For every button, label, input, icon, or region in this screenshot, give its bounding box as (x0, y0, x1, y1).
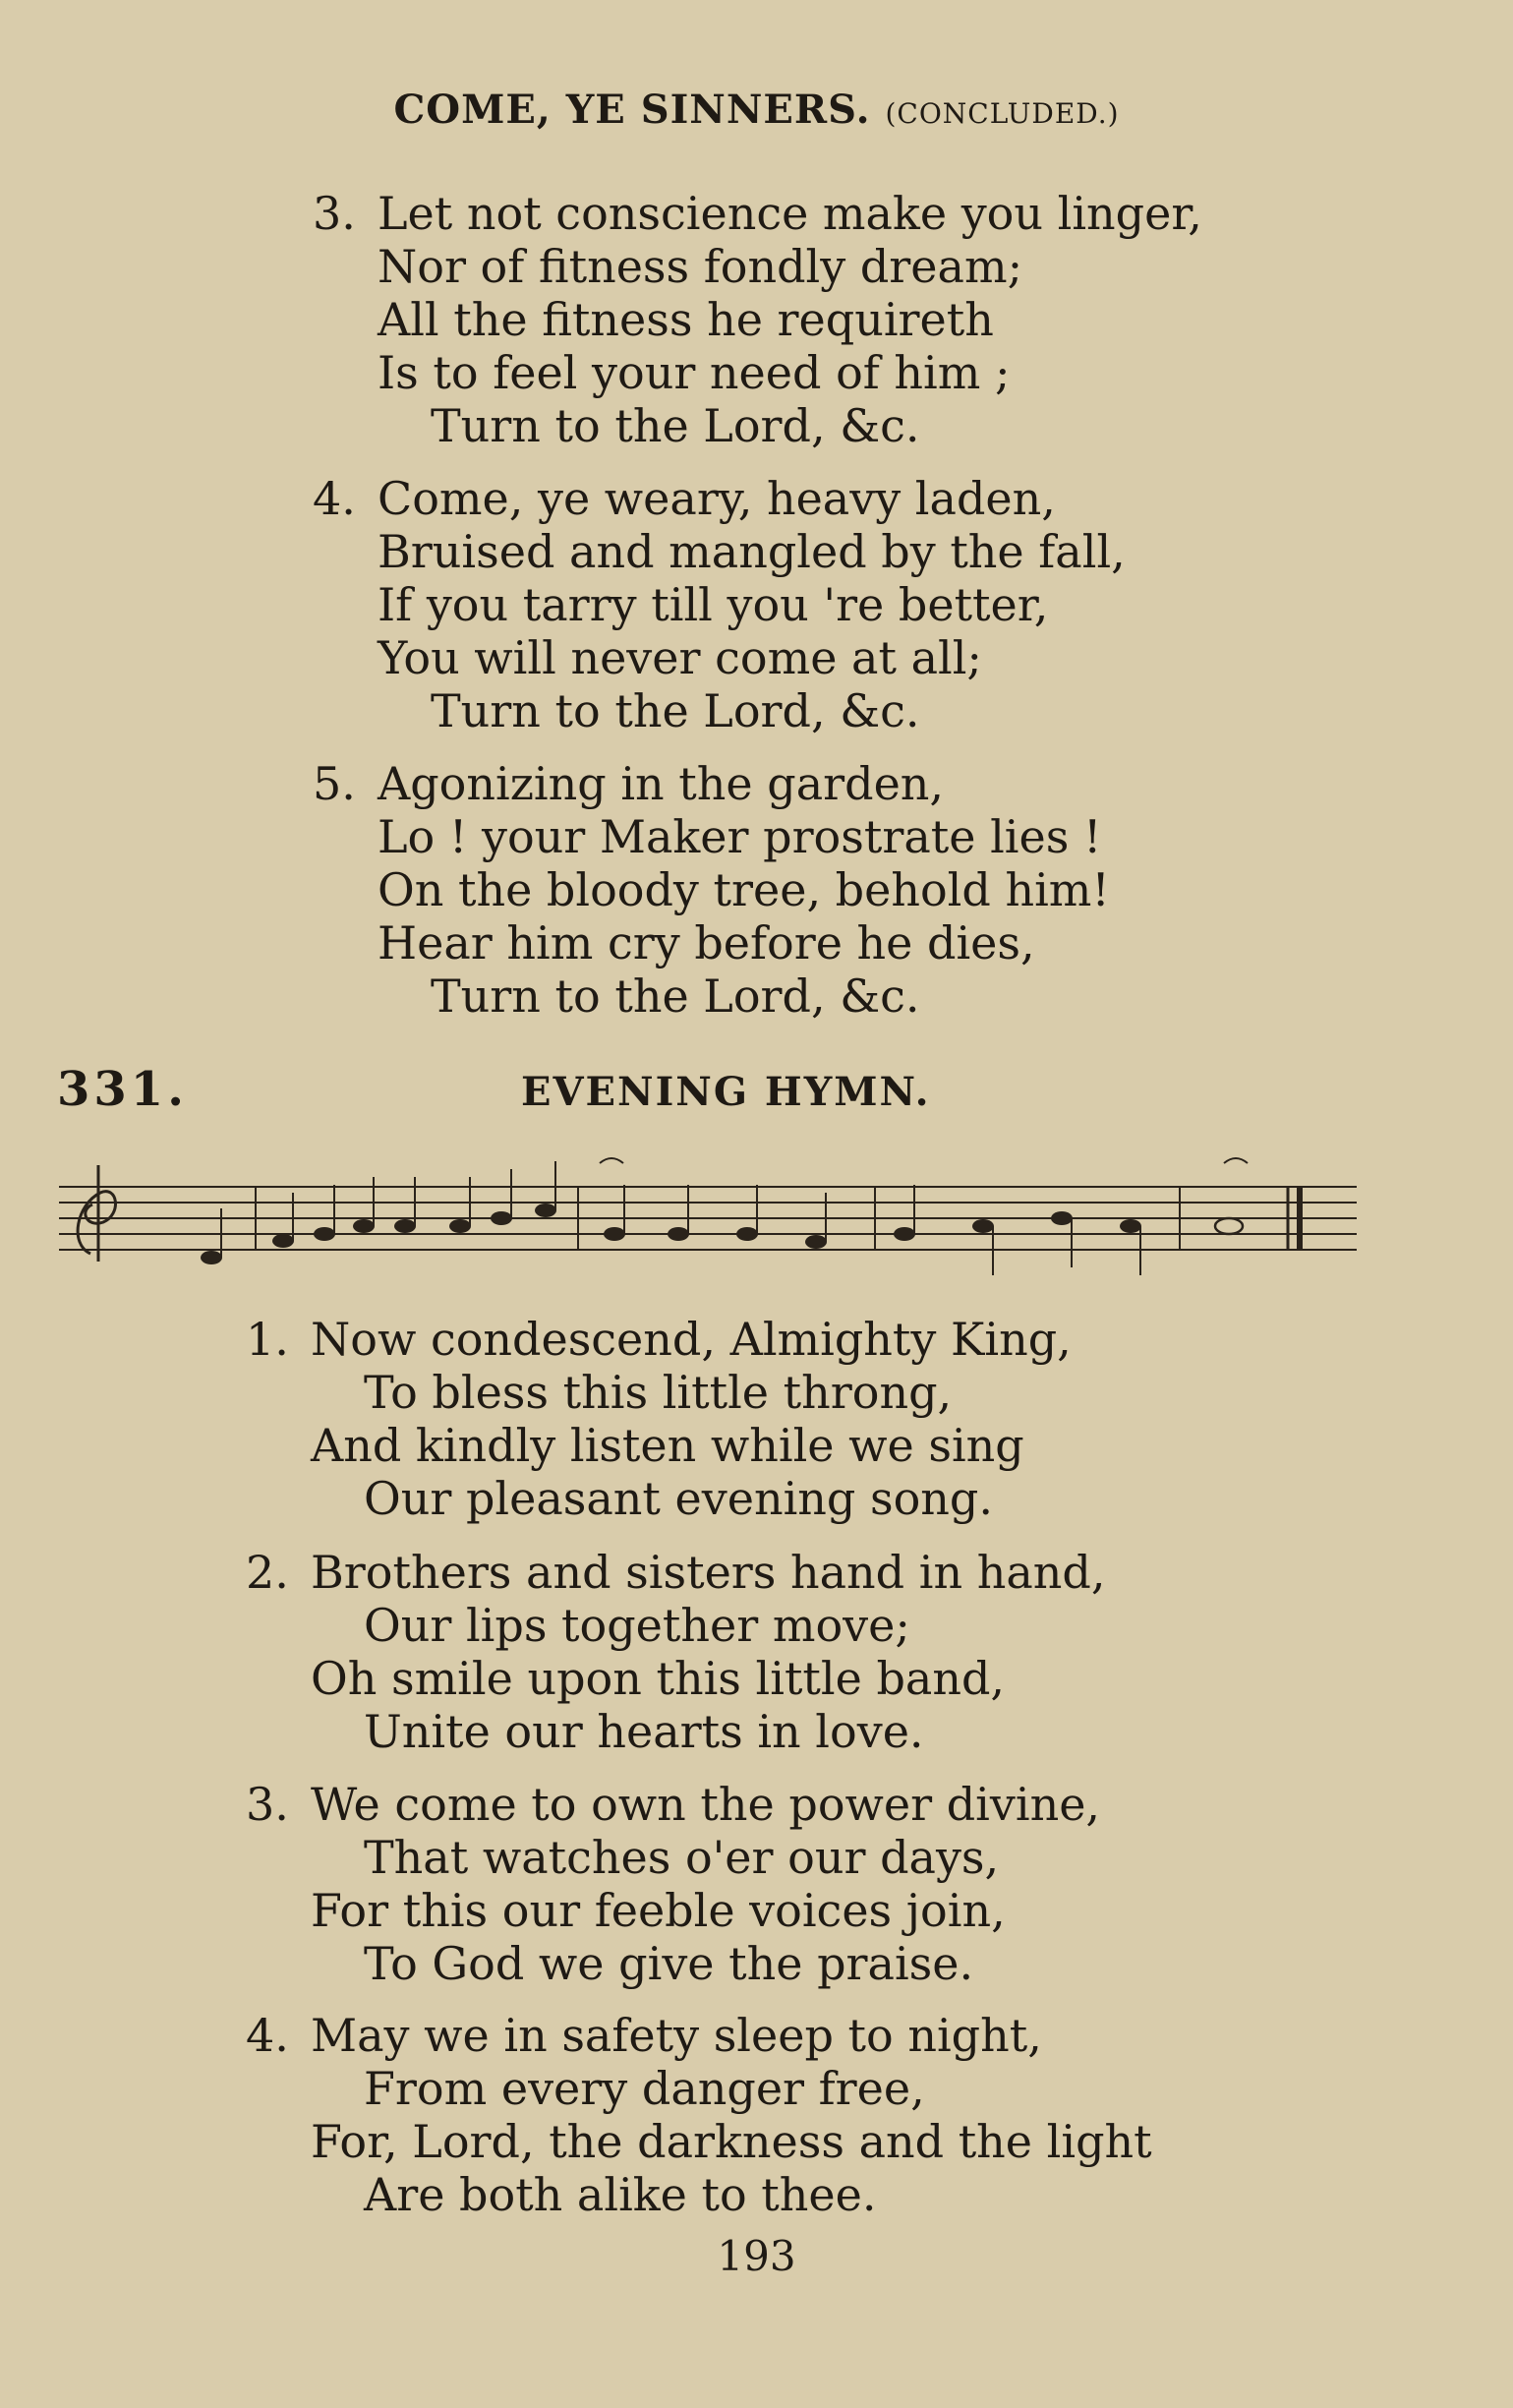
verse-line: To bless this little throng, (364, 1366, 953, 1419)
verse-line: That watches o'er our days, (364, 1831, 1000, 1884)
verse-1 (246, 1313, 1072, 1525)
verse-line: On the bloody tree, behold him! (378, 863, 1110, 916)
verse-3 (313, 187, 1202, 452)
verse-line: Agonizing in the garden, (378, 757, 945, 810)
verse-5 (313, 757, 1110, 1023)
verse-line: Nor of fitness fondly dream; (378, 240, 1023, 293)
verse-line: And kindly listen while we sing (311, 1419, 1024, 1472)
verse-line: Brothers and sisters hand in hand, (311, 1546, 1106, 1599)
refrain-line: Turn to the Lord, &c. (431, 684, 920, 737)
hymn-title: EVENING HYMN. (521, 1069, 931, 1115)
verse-line: Oh smile upon this little band, (311, 1652, 1006, 1705)
verse-line: From every danger free, (364, 2062, 925, 2115)
verse-line: Bruised and mangled by the fall, (378, 525, 1126, 578)
verse-line: Hear him cry before he dies, (378, 916, 1035, 969)
verse-4 (313, 472, 1126, 737)
verse-line: You will never come at all; (378, 631, 982, 684)
page-header (0, 87, 1513, 133)
verse-line: For this our feeble voices join, (311, 1884, 1006, 1937)
header-note: (CONCLUDED.) (885, 97, 1120, 130)
refrain-line: Turn to the Lord, &c. (431, 969, 920, 1023)
verse-line: Our lips together move; (364, 1599, 910, 1652)
verse-line: We come to own the power divine, (311, 1778, 1101, 1831)
verse-4-evening (246, 2009, 1152, 2221)
page-number: 193 (717, 2232, 796, 2280)
verse-number: 4. (313, 472, 356, 525)
verse-line: All the fitness he requireth (378, 293, 994, 346)
hymn-number: 331. (57, 1062, 188, 1117)
hymn-title-header: COME, YE SINNERS. (393, 87, 871, 133)
verse-line: To God we give the praise. (364, 1937, 974, 1990)
verse-line: Let not conscience make you linger, (378, 187, 1202, 240)
verse-line: Unite our hearts in love. (364, 1705, 924, 1758)
verse-2 (246, 1546, 1105, 1758)
verse-number: 2. (246, 1546, 289, 1599)
verse-line: Are both alike to thee. (364, 2168, 877, 2221)
verse-line: If you tarry till you 're better, (378, 578, 1049, 631)
verse-line: For, Lord, the darkness and the light (311, 2115, 1152, 2168)
verse-line: Come, ye weary, heavy laden, (378, 472, 1056, 525)
verse-number: 3. (246, 1778, 289, 1831)
verse-number: 3. (313, 187, 356, 240)
verse-number: 1. (246, 1313, 289, 1366)
music-staff (49, 1145, 1367, 1293)
verse-number: 4. (246, 2009, 289, 2062)
refrain-line: Turn to the Lord, &c. (431, 399, 920, 452)
verse-line: Lo ! your Maker prostrate lies ! (378, 810, 1102, 863)
verse-line: May we in safety sleep to night, (311, 2009, 1042, 2062)
verse-number: 5. (313, 757, 356, 810)
verse-3-evening (246, 1778, 1100, 1990)
verse-line: Is to feel your need of him ; (378, 346, 1011, 399)
verse-line: Our pleasant evening song. (364, 1472, 993, 1525)
verse-line: Now condescend, Almighty King, (311, 1313, 1072, 1366)
